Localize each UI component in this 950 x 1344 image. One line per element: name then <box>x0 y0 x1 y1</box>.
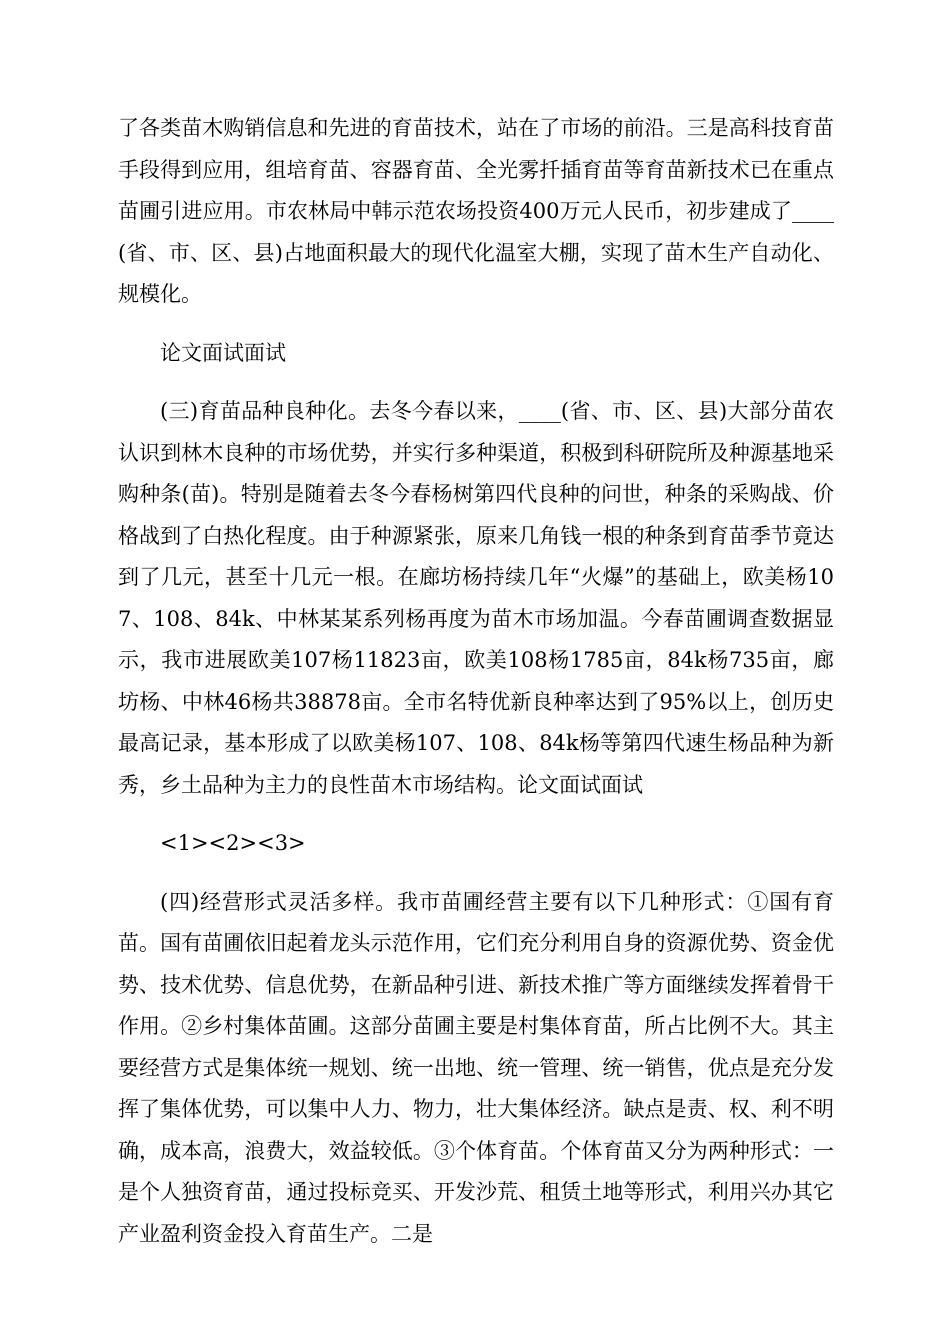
paragraph-spacer <box>118 374 834 391</box>
paragraph-1: 了各类苗木购销信息和先进的育苗技术，站在了市场的前沿。三是高科技育苗手段得到应用，组培育苗、容器育苗、全光雾扦插育苗等育苗新技术已在重点苗圃引进应用。市农林局中韩示范农场投资400万元人民币，初步建成了____(省、市、区、县)占地面积最大的现代化温室大棚，实现了苗木生产自动化、规模化。 <box>118 116 834 306</box>
document-page <box>118 108 834 1255</box>
paragraph-4: <1><2><3> <box>160 831 306 855</box>
paragraph-3: (三)育苗品种良种化。去冬今春以来，____(省、市、区、县)大部分苗农认识到林木良种的市场优势，并实行多种渠道，积极到科研院所及种源基地采购种条(苗)。特别是随着去冬今春杨树第四代良种的问世，种条的采购战、价格战到了白热化程度。由于种源紧张，原来几角钱一根的种条到育苗季节竟达到了几元，甚至十几元一根。在廊坊杨持续几年“火爆”的基础上，欧美杨107、108、84k、中林某某系列杨再度为苗木市场加温。今春苗圃调查数据显示，我市进展欧美107杨11823亩，欧美108杨1785亩，84k杨735亩，廊坊杨、中林46杨共38878亩。全市名特优新良种率达到了95%以上，创历史最高记录，基本形成了以欧美杨107、108、84k杨等第四代速生杨品种为新秀，乡土品种为主力的良性苗木市场结构。论文面试面试 <box>118 399 834 797</box>
paragraph-spacer <box>118 806 834 823</box>
paragraph-2: 论文面试面试 <box>160 340 286 365</box>
paragraph-spacer <box>118 316 834 333</box>
paragraph-5: (四)经营形式灵活多样。我市苗圃经营主要有以下几种形式：①国有育苗。国有苗圃依旧起着龙头示范作用，它们充分利用自身的资源优势、资金优势、技术优势、信息优势，在新品种引进、新技术推广等方面继续发挥着骨干作用。②乡村集体苗圃。这部分苗圃主要是村集体育苗，所占比例不大。其主要经营方式是集体统一规划、统一出地、统一管理、统一销售，优点是充分发挥了集体优势，可以集中人力、物力，壮大集体经济。缺点是责、权、利不明确，成本高，浪费大，效益较低。③个体育苗。个体育苗又分为两种形式：一是个人独资育苗，通过投标竞买、开发沙荒、租赁土地等形式，利用兴办其它产业盈利资金投入育苗生产。二是 <box>118 889 834 1246</box>
paragraph-spacer <box>118 865 834 882</box>
